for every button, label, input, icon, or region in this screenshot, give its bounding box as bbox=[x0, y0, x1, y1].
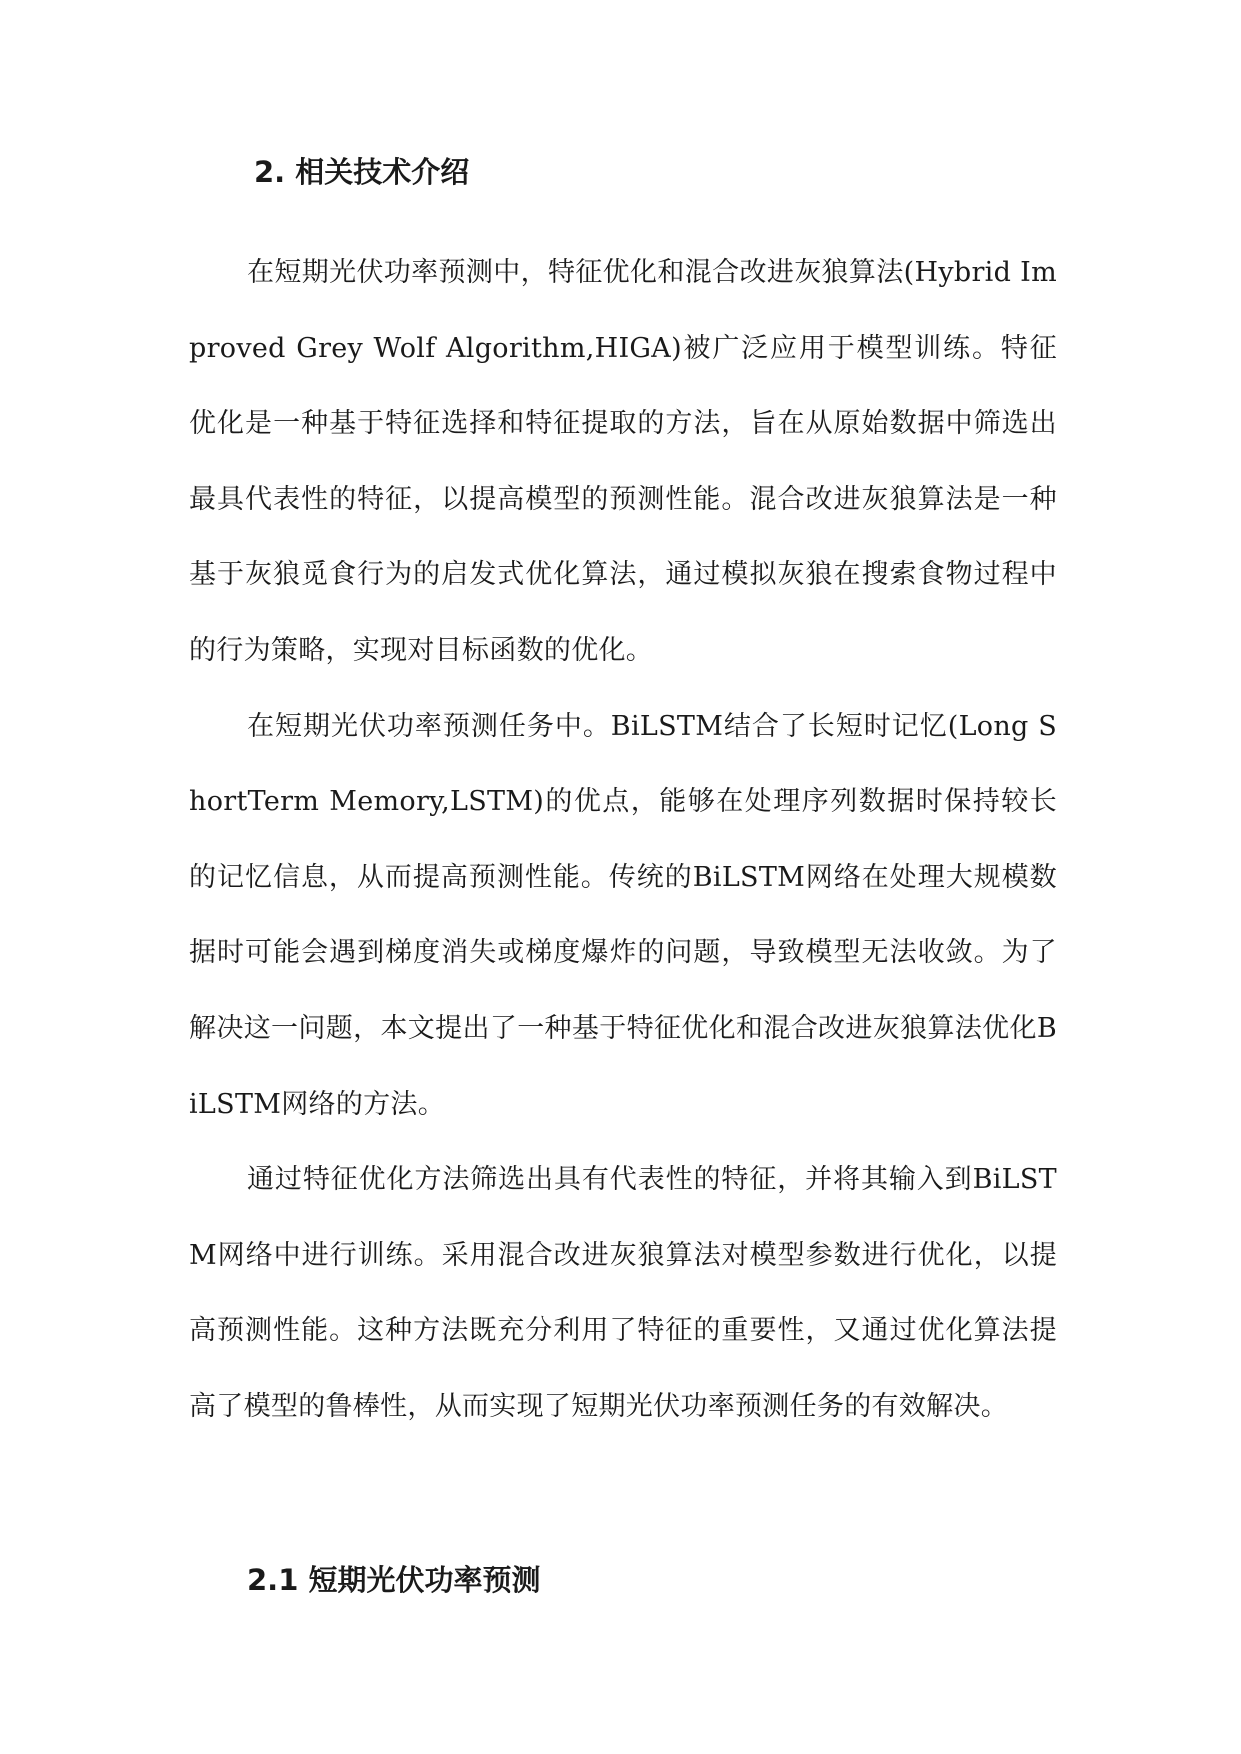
paragraph-3: 通过特征优化方法筛选出具有代表性的特征，并将其输入到BiLSTM网络中进行训练。采用混合改进灰狼算法对模型参数进行优化，以提高预测性能。这种方法既充分利用了特征的重要性，又通过优化算法提高了模型的鲁棒性，从而实现了短期光伏功率预测任务的有效解决。 bbox=[189, 1164, 1057, 1422]
section-heading: 2. 相关技术介绍 bbox=[254, 155, 470, 189]
subsection-heading: 2.1 短期光伏功率预测 bbox=[247, 1563, 541, 1597]
paragraph-1: 在短期光伏功率预测中，特征优化和混合改进灰狼算法(Hybrid Improved Grey Wolf Algorithm,HIGA)被广泛应用于模型训练。特征优化是一种基于特征选择和特征提取的方法，旨在从原始数据中筛选出最具代表性的特征，以提高模型的预测性能。混合改进灰狼算法是一种基于灰狼觅食行为的启发式优化算法，通过模拟灰狼在搜索食物过程中的行为策略，实现对目标函数的优化。 bbox=[189, 257, 1057, 666]
section-body bbox=[189, 235, 1057, 1445]
paragraph-2: 在短期光伏功率预测任务中。BiLSTM结合了长短时记忆(Long ShortTerm Memory,LSTM)的优点，能够在处理序列数据时保持较长的记忆信息，从而提高预测性能。传统的BiLSTM网络在处理大规模数据时可能会遇到梯度消失或梯度爆炸的问题，导致模型无法收敛。为了解决这一问题，本文提出了一种基于特征优化和混合改进灰狼算法优化BiLSTM网络的方法。 bbox=[189, 710, 1057, 1120]
